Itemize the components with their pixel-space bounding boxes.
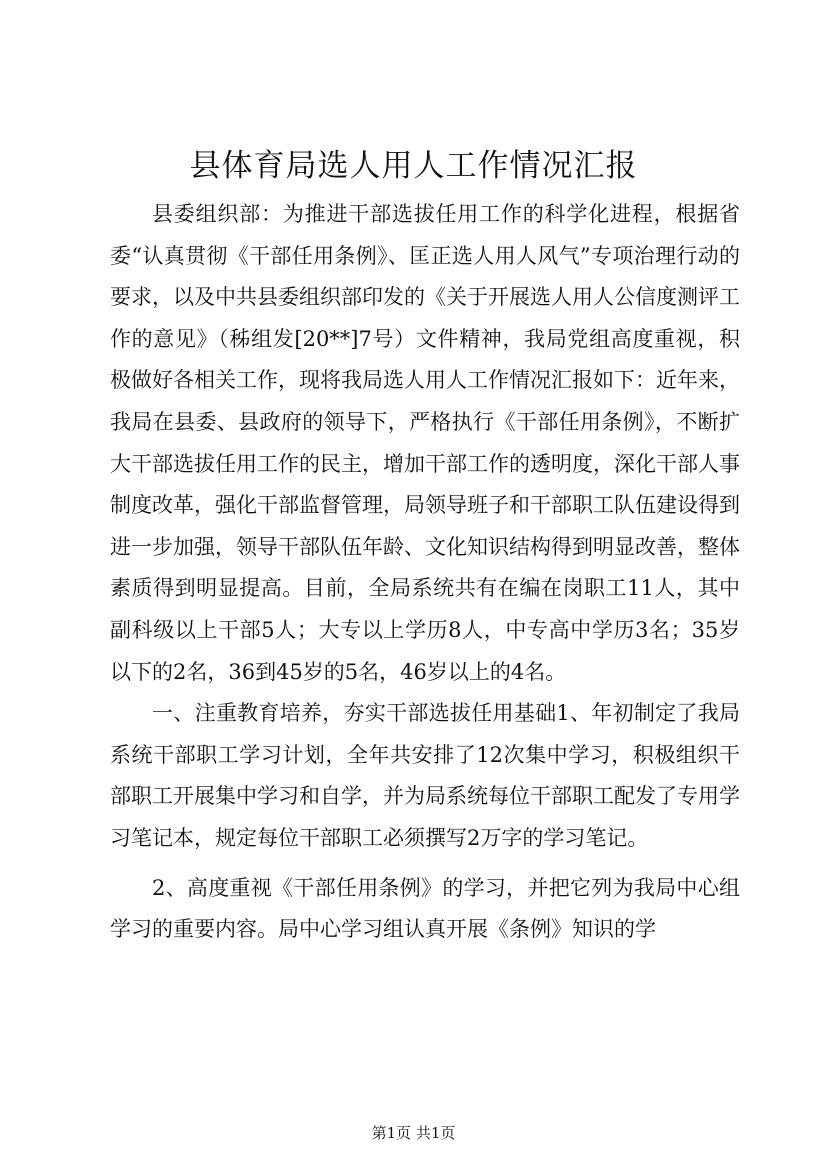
body-paragraph: 县委组织部：为推进干部选拔任用工作的科学化进程，根据省委“认真贯彻《干部任用条例》、匡正选人用人风气”专项治理行动的要求，以及中共县委组织部印发的《关于开展选人用人公信度测评工作的意见》（秭组发[20**]7号）文件精神，我局党组高度重视，积极做好各相关工作，现将我局选人用人工作情况汇报如下：近年来，我局在县委、县政府的领导下，严格执行《干部任用条例》，不断扩大干部选拔任用工作的民主，增加干部工作的透明度，深化干部人事制度改革，强化干部监督管理，局领导班子和干部职工队伍建设得到进一步加强，领导干部队伍年龄、文化知识结构得到明显改善，整体素质得到明显提高。目前，全局系统共有在编在岗职工11人，其中副科级以上干部5人；大专以上学历8人，中专高中学历3名；35岁以下的2名，36到45岁的5名，46岁以上的4名。 bbox=[110, 202, 740, 684]
body-paragraph: 2、高度重视《干部任用条例》的学习，并把它列为我局中心组学习的重要内容。局中心学习组认真开展《条例》知识的学 bbox=[110, 875, 740, 942]
document-body bbox=[110, 194, 740, 951]
document-title: 县体育局选人用人工作情况汇报 bbox=[189, 148, 638, 184]
page-footer: 第1页 共1页 bbox=[371, 1124, 456, 1142]
body-paragraph: 一、注重教育培养，夯实干部选拔任用基础1、年初制定了我局系统干部职工学习计划，全年共安排了12次集中学习，积极组织干部职工开展集中学习和自学，并为局系统每位干部职工配发了专用学习笔记本，规定每位干部职工必须撰写2万字的学习笔记。 bbox=[110, 701, 740, 850]
